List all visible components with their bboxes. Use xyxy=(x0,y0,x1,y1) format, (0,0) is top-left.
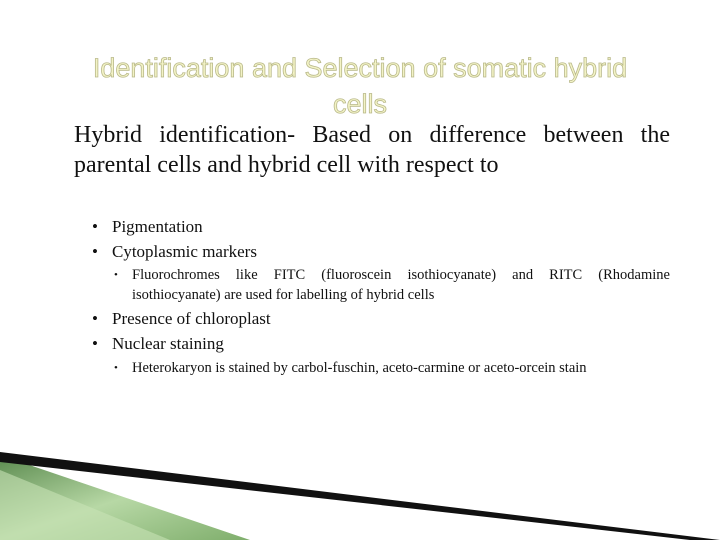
bullet-dot-icon: • xyxy=(114,269,118,281)
bullet-dot-icon: • xyxy=(92,217,98,236)
slide-title-line-1: Identification and Selection of somatic hybrid xyxy=(92,53,628,83)
slide-title xyxy=(0,50,720,122)
slide-title-line-2: cells xyxy=(332,89,387,119)
main-bullet-text: Hybrid identification- Based on difference between the parental cells and hybrid cell with respect to xyxy=(74,122,670,178)
bullet-dot-icon: • xyxy=(92,242,98,261)
bullet-dot-icon: • xyxy=(114,362,118,374)
bullet-dot-icon: • xyxy=(92,334,98,353)
bullet-dot-icon: • xyxy=(92,309,98,328)
